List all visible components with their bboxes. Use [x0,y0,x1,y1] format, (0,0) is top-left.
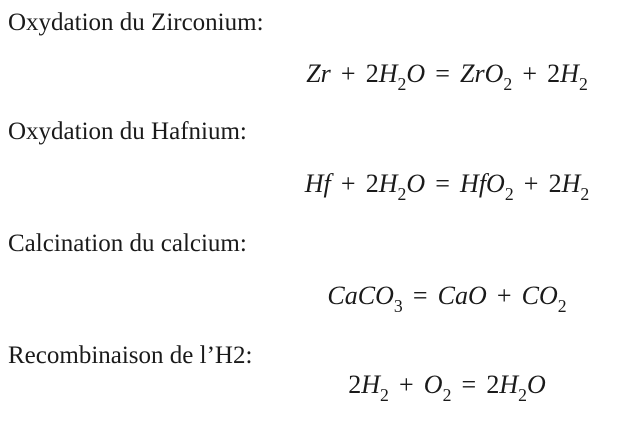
equation-calcium-calcination: CaCO$_3$ = CaO + $CO_2$ [327,281,567,317]
equation-h2-recombination: $2H_2 + O_2 = 2H_2O$ [348,370,546,406]
section-heading-hafnium-oxidation: Oxydation du Hafnium: [8,118,247,145]
equation-zirconium-oxidation: $Zr + 2H_2O = ZrO_2 + 2H_2$ [306,59,588,95]
equation-hafnium-oxidation: $Hf + 2H_2O = HfO_2 + 2H_2$ [304,169,590,205]
section-heading-calcium-calcination: Calcination du calcium: [8,230,247,257]
section-heading-h2-recombination: Recombinaison de l’H2: [8,342,253,369]
section-heading-zirconium-oxidation: Oxydation du Zirconium: [8,9,264,36]
